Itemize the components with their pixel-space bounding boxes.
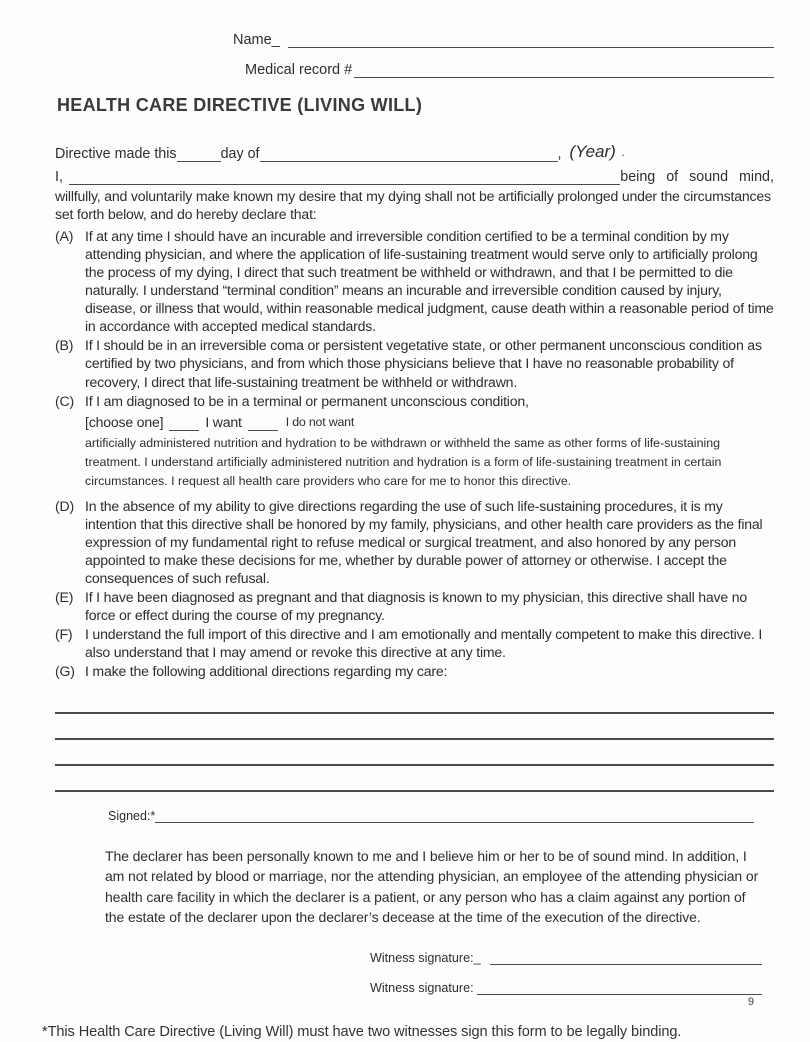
witness-signature-2-input-line[interactable] [477, 980, 762, 995]
directive-date-row [55, 141, 774, 162]
name-label: Name_ [233, 32, 280, 48]
item-a-label: (A) [55, 227, 74, 244]
declarant-name-row [55, 165, 774, 185]
additional-directions-line-2[interactable] [55, 714, 774, 740]
i-do-not-want-checkbox-line[interactable] [248, 416, 278, 431]
legal-footnote: *This Health Care Directive (Living Will) must have two witnesses sign this form to be legally binding. [42, 1023, 682, 1040]
year-label: (Year) [569, 142, 616, 161]
page-title: HEALTH CARE DIRECTIVE (LIVING WILL) [57, 95, 423, 115]
witness-signature-1-input-line[interactable] [490, 950, 762, 965]
item-f [55, 625, 774, 661]
declarant-name-input-line[interactable] [69, 169, 620, 185]
item-c-body [85, 392, 774, 496]
page-number: 9 [747, 996, 754, 1008]
choose-one-label: [choose one] [85, 413, 164, 430]
name-row [233, 28, 774, 48]
i-want-checkbox-line[interactable] [169, 416, 199, 431]
signed-label: Signed:* [108, 808, 156, 823]
additional-directions-line-4[interactable] [55, 766, 774, 792]
day-number-input-line[interactable] [177, 146, 221, 162]
item-a [55, 227, 774, 336]
i-want-label: I want [205, 413, 242, 430]
item-d-label: (D) [55, 497, 74, 514]
item-e-label: (E) [55, 589, 74, 606]
item-g-text: I make the following additional directions regarding my care: [85, 663, 448, 680]
directive-prefix-label: Directive made this [55, 146, 177, 162]
item-d-text: In the absence of my ability to give directions regarding the use of such life-sustaining procedures, it is my intention that this directive shall be honored by my family, physicians, and other health care providers as the final expression of my fundamental right to refuse medical or surgical treatment, and also honored by any person appointed to make these decisions for me, whether by durable power of attorney or otherwise. I accept the consequences of such refusal. [85, 497, 763, 587]
i-label: I, [55, 169, 63, 185]
item-c-choose-row [85, 411, 774, 431]
item-e-text: If I have been diagnosed as pregnant and that diagnosis is known to my physician, this directive shall have no force or effect during the course of my pregnancy. [85, 589, 747, 624]
additional-directions-line-1[interactable] [55, 688, 774, 714]
item-c [55, 392, 774, 496]
witness-attestation-paragraph: The declarer has been personally known to me and I believe him or her to be of sound mind. In addition, I am not related by blood or marriage, nor the attending physician, an employee of the attending physician or health care facility in which the declarer is a patient, or any person who has a claim against any portion of the estate of the declarer upon the declarer’s decease at the time of the execution of the directive. [105, 847, 759, 926]
medical-record-label: Medical record # [245, 62, 353, 78]
item-b-text: If I should be in an irreversible coma or persistent vegetative state, or other permanent unconscious condition as certified by two physicians, and from which those physicians believe that I have no reasonable probability of recovery, I direct that life-sustaining treatment be withheld or withdrawn. [85, 337, 762, 390]
witness-signature-row-1 [370, 948, 762, 965]
item-f-text: I understand the full import of this directive and I am emotionally and mentally competent to make this directive. I also understand that I may amend or revoke this directive at any time. [85, 626, 763, 661]
witness-signature-2-label: Witness signature: [370, 980, 474, 995]
item-f-label: (F) [55, 626, 73, 643]
month-input-line[interactable] [260, 146, 558, 162]
comma-mark: , [557, 146, 562, 162]
day-of-label: day of [220, 146, 260, 162]
item-g-label: (G) [55, 663, 75, 680]
item-a-text: If at any time I should have an incurable and irreversible condition certified to be a terminal condition by my attending physician, and where the application of life-sustaining treatment would serve only to artificially prolong the process of my dying, I direct that such treatment be withheld or withdrawn, and that I be permitted to die naturally. I understand “terminal condition” means an incurable and irreversible condition caused by injury, disease, or illness that would, within reasonable medical judgment, cause death within a reasonable period of time in accordance with accepted medical standards. [85, 227, 774, 335]
intro-continuation-text: willfully, and voluntarily make known my desire that my dying shall not be artificially prolonged under the circumstances set forth below, and do hereby declare that: [55, 188, 771, 223]
item-g [55, 662, 774, 680]
item-c-label: (C) [55, 392, 74, 409]
item-d [55, 497, 774, 587]
i-do-not-want-label: I do not want [285, 414, 355, 429]
medical-record-row [245, 58, 774, 78]
additional-directions-lines [55, 688, 774, 792]
being-of-sound-mind-label: being of sound mind, [620, 169, 774, 185]
year-dot-mark: · [620, 147, 626, 162]
medical-record-input-line[interactable] [354, 61, 774, 78]
item-c-text: If I am diagnosed to be in a terminal or permanent unconscious condition, [85, 392, 529, 409]
item-b-label: (B) [55, 337, 74, 354]
item-c-subtext: artificially administered nutrition and hydration to be withdrawn or withheld the same as other forms of life-sustaining treatment. I understand artificially administered nutrition and hydration is a form of life-sustaining treatment in certain circumstances. I request all health care providers who care for me to honor this directive. [85, 435, 722, 489]
signed-row [108, 807, 754, 823]
directive-items-list [55, 227, 774, 681]
witness-signature-1-label: Witness signature:_ [370, 950, 481, 965]
item-b [55, 336, 774, 390]
signature-input-line[interactable] [155, 809, 754, 823]
witness-signature-row-2 [370, 978, 762, 995]
name-input-line[interactable] [288, 31, 774, 48]
additional-directions-line-3[interactable] [55, 740, 774, 766]
item-e [55, 588, 774, 624]
